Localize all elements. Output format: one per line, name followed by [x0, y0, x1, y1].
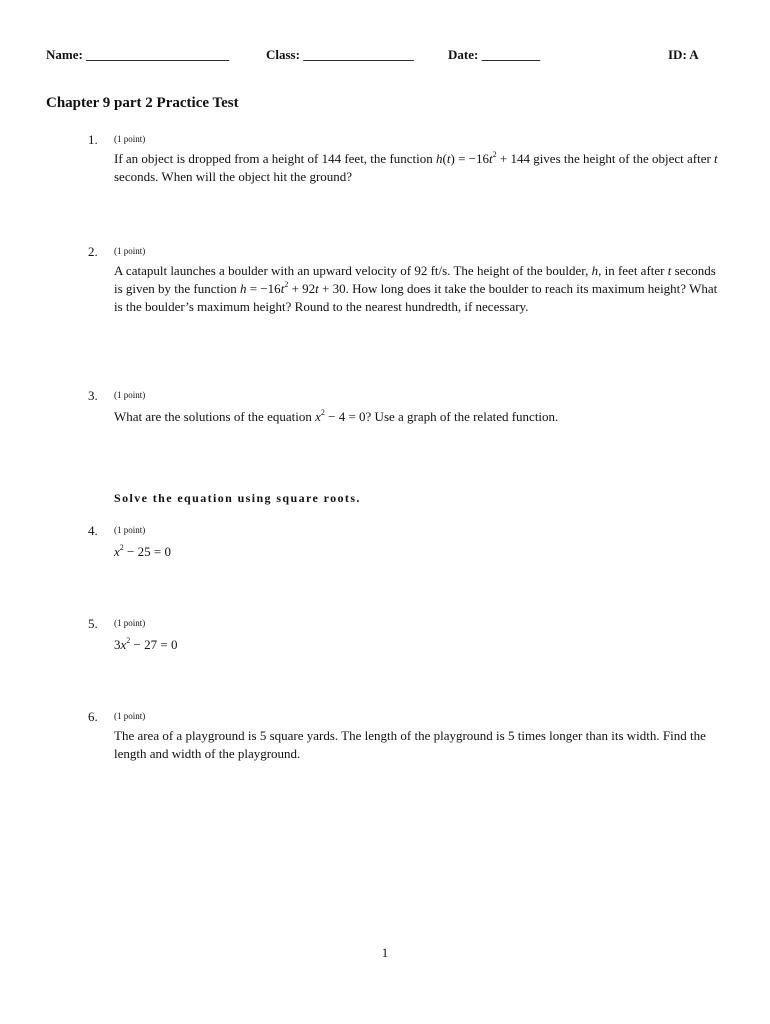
question-points: (1 point)	[114, 134, 146, 144]
page-title: Chapter 9 part 2 Practice Test	[46, 95, 239, 111]
question-number: 5.	[88, 616, 98, 631]
question-points: (1 point)	[114, 246, 146, 256]
question-points: (1 point)	[114, 390, 146, 400]
question-number: 6.	[88, 709, 98, 724]
question-number: 1.	[88, 132, 98, 147]
page-header	[46, 47, 706, 67]
test-id: ID: A	[668, 47, 699, 62]
question-points: (1 point)	[114, 525, 146, 535]
name-field-label: Name: ______________________	[46, 47, 230, 62]
question-text: A catapult launches a boulder with an upward velocity of 92 ft/s. The height of the boulder, h, in feet after t seconds is given by the function $h = -16t^2 + 92t + 30$. How long does it take the boulder to reach its maximum height? What is the boulder’s maximum height? Round to the nearest hundredth, if necessary.	[114, 263, 718, 314]
question-points: (1 point)	[114, 618, 146, 628]
question-points: (1 point)	[114, 711, 146, 721]
question-text: What are the solutions of the equation $x^2 - 4 = 0$? Use a graph of the related function.	[114, 408, 559, 424]
page-number: 1	[381, 945, 389, 960]
question-text: If an object is dropped from a height of 144 feet, the function $h(t) = -16t^2 + 144$ gives the height of the object after t seconds. When will the object hit the ground?	[114, 150, 718, 184]
question-number: 3.	[88, 388, 98, 403]
question-equation: $3x^2 - 27 = 0$	[114, 636, 178, 652]
question-text: The area of a playground is 5 square yards. The length of the playground is 5 times longer than its width. Find the length and width of the playground.	[114, 728, 706, 761]
question-equation: $x^2 - 25 = 0$	[114, 543, 171, 559]
section-instruction: Solve the equation using square roots.	[114, 491, 361, 505]
date-field-label: Date: _________	[448, 47, 541, 62]
class-field-label: Class: _________________	[266, 47, 414, 62]
question-number: 2.	[88, 244, 98, 259]
question-number: 4.	[88, 523, 98, 538]
